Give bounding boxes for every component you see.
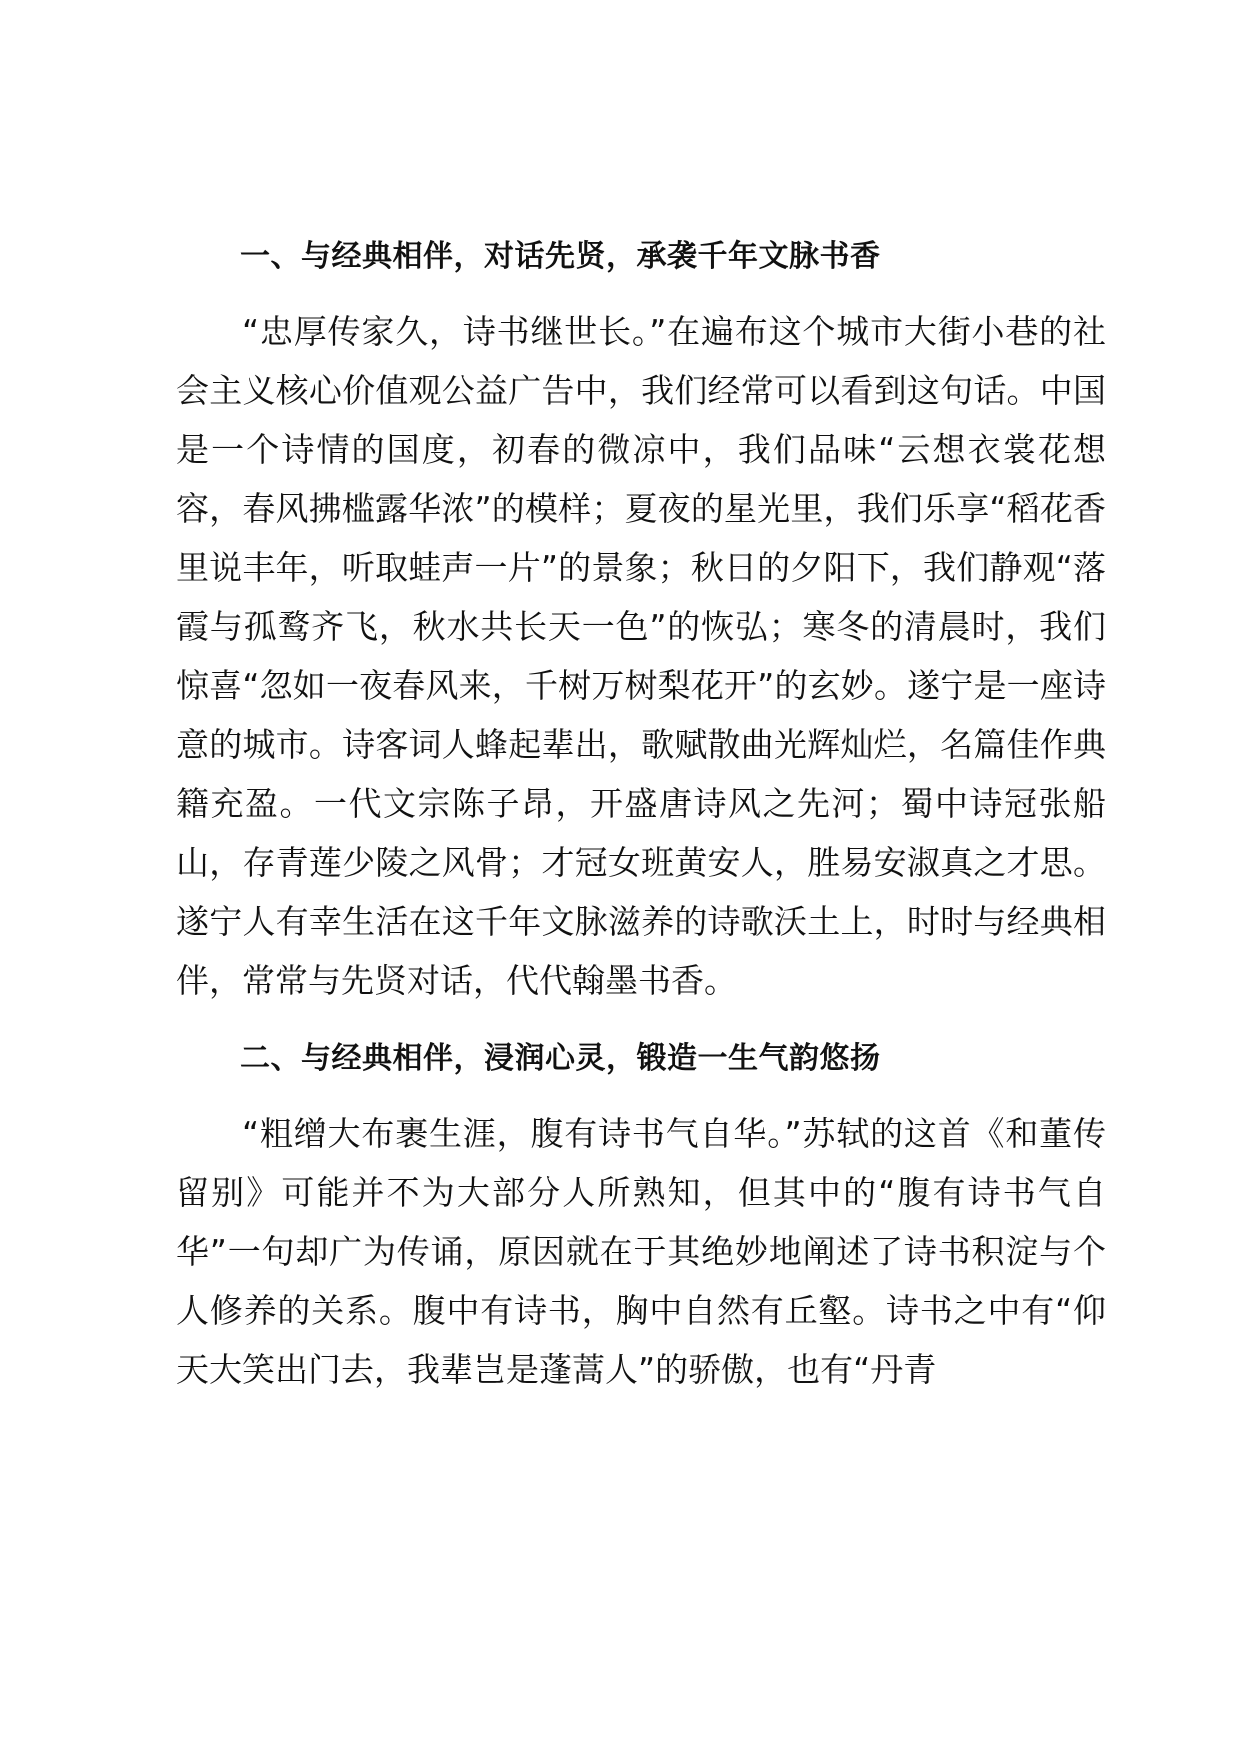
document-body <box>176 228 1106 1399</box>
section-1-heading: 一、与经典相伴，对话先贤，承袭千年文脉书香 <box>240 239 881 274</box>
section-1-paragraph: “忠厚传家久，诗书继世长。”在遍布这个城市大街小巷的社会主义核心价值观公益广告中，我们经常可以看到这句话。中国是一个诗情的国度，初春的微凉中，我们品味“云想衣裳花想容，春风拂槛露华浓”的模样；夏夜的星光里，我们乐享“稻花香里说丰年，听取蛙声一片”的景象；秋日的夕阳下，我们静观“落霞与孤鹜齐飞，秋水共长天一色”的恢弘；寒冬的清晨时，我们惊喜“忽如一夜春风来，千树万树梨花开”的玄妙。遂宁是一座诗意的城市。诗客词人蜂起辈出，歌赋散曲光辉灿烂，名篇佳作典籍充盈。一代文宗陈子昂，开盛唐诗风之先河；蜀中诗冠张船山，存青莲少陵之风骨；才冠女班黄安人，胜易安淑真之才思。遂宁人有幸生活在这千年文脉滋养的诗歌沃土上，时时与经典相伴，常常与先贤对话，代代翰墨书香。 <box>176 312 1106 1000</box>
section-2-paragraph: “粗缯大布裹生涯，腹有诗书气自华。”苏轼的这首《和董传留别》可能并不为大部分人所熟知，但其中的“腹有诗书气自华”一句却广为传诵，原因就在于其绝妙地阐述了诗书积淀与个人修养的关系。腹中有诗书，胸中自然有丘壑。诗书之中有“仰天大笑出门去，我辈岂是蓬蒿人”的骄傲，也有“丹青 <box>176 1114 1106 1389</box>
section-2-heading: 二、与经典相伴，浸润心灵，锻造一生气韵悠扬 <box>240 1041 881 1076</box>
